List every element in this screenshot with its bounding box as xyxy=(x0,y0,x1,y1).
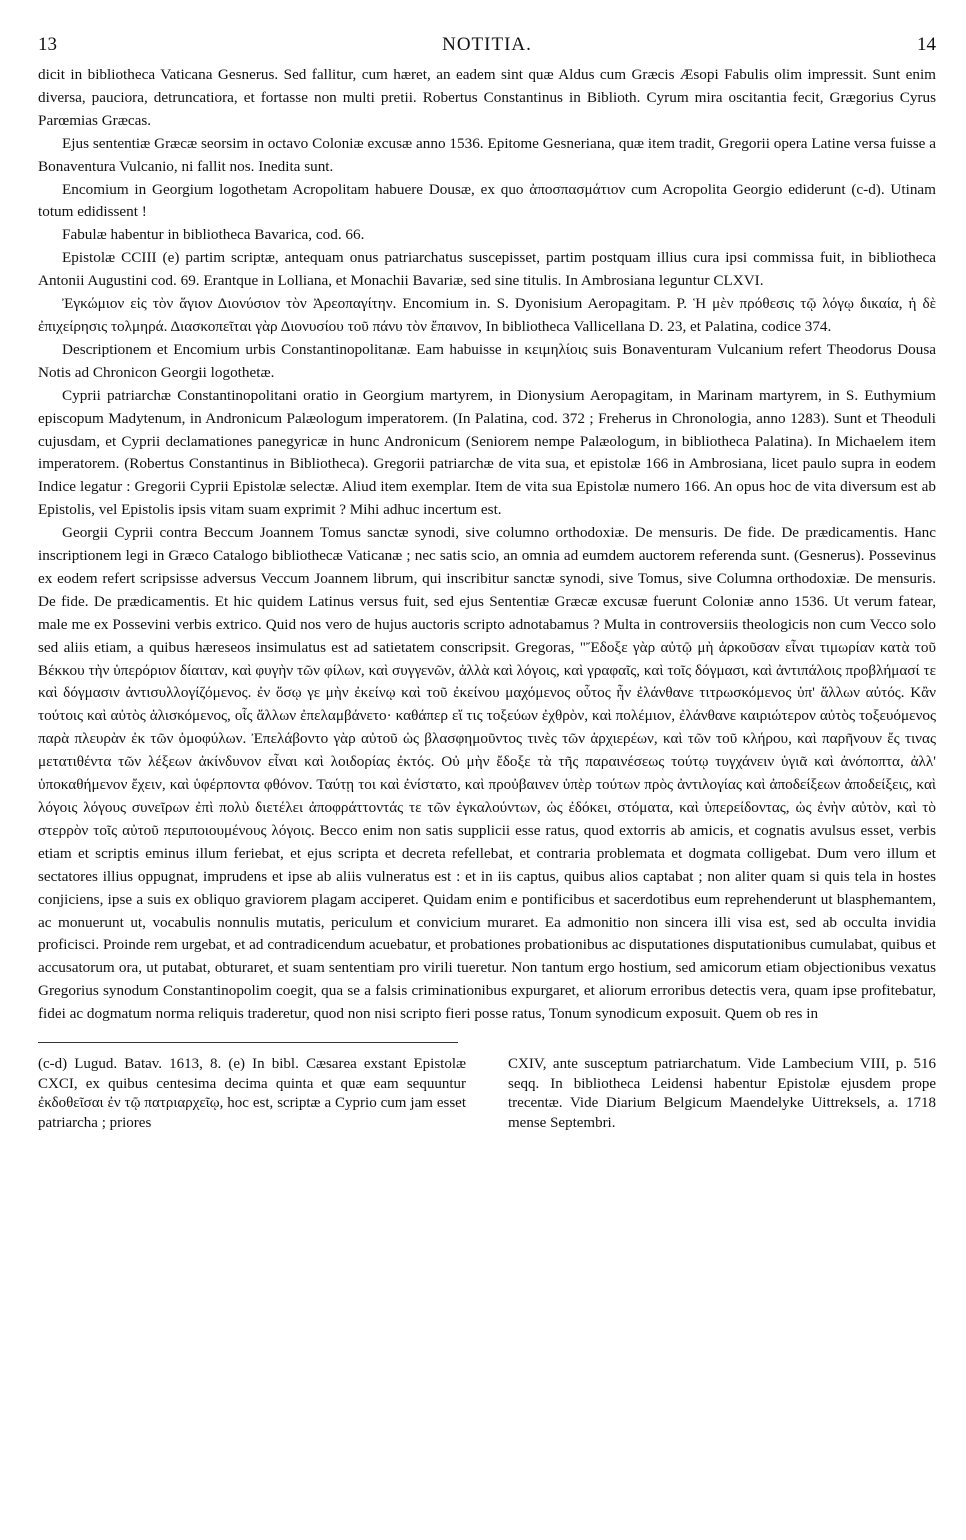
page-number-right: 14 xyxy=(917,34,936,55)
page-number-left: 13 xyxy=(38,34,57,55)
paragraph: Georgii Cyprii contra Beccum Joannem Tomus sanctæ synodi, sive columno orthodoxiæ. De mensuris. De fide. De prædicamentis. Hanc inscriptionem legi in Græco Catalogo bibliothecæ Vaticanæ ; nec satis scio, an omnia ad eumdem auctorem referenda sunt. (Gesnerus). Possevinus ex eodem refert scripsisse adversus Veccum Joannem librum, qui inscribitur sanctæ synodi, sive Tomus, sive Columna orthodoxiæ. De mensuris. De fide. De prædicamentis. Et hic quidem Latinus versus fuit, sed ejus Sententiæ Græcæ excusæ fuerunt Coloniæ anno 1536. Ut verum fatear, male me ex Possevini verbis extrico. Quid nos vero de hujus auctoris scripto adnotabamus ? Multa in controversiis theologicis non cum Vecco solo sed aliis etiam, a quibus hæreseos insimulatus est ad satietatem conscripsit. Gregoras, "Ἔδοξε γὰρ αὐτῷ μὴ ἀρκοῦσαν εἶναι τιμωρίαν κατὰ τοῦ Βέκκου τὴν ὑπερόριον δίαιταν, καὶ φυγὴν τῶν φίλων, καὶ συγγενῶν, ἀλλὰ καὶ λόγοις, καὶ γραφαῖς, καὶ τοῖς δόγμασι, καὶ ἀντιπάλοις προβλήμασί τε καὶ δόγμασιν ἀντισυλλογίζόμενος. ἐν ὅσῳ γε μὴν ἐκείνῳ καὶ τοῦ ἐκείνου μαχόμενος οὗτος ἦν ἐλάνθανε τιτρωσκόμενος ὑπ' ἄλλων αὐτός. Κἂν τούτοις καὶ αὐτὸς ἁλισκόμενος, οἷς ἄλλων ἐπελαμβάνετο· καθάπερ εἴ τις τοξεύων ἐχθρὸν, καὶ πολέμιον, ἐλάνθανε καιριώτερον αὐτὸς τοξευόμενος παρὰ πλευρὰν ἐκ τῶν ὁμοφύλων. Ἐπελάβοντο γὰρ αὐτοῦ ὡς βλασφημοῦντος τινὲς τῶν ἀρχιερέων, καὶ τῶν τοῦ κλήρου, καὶ παρῆνουν ἔς τινας μετατιθέντα τῶν λέξεων ἀκίνδυνον εἶναι καὶ λοιδορίας ἐκτός. Οὐ μὴν ἔδοξε τὰ τῆς παραινέσεως τούτῳ τυγχάνειν ὑγιᾶ καὶ ἀνόποπτα, ἀλλ' ὑποκαθήμενον ἔχειν, καὶ ὑφέρποντα φθόνον. Ταύτῃ τοι καὶ ἐνίστατο, καὶ προὐβαινεν ὑπὲρ τούτων πρὸς ἀντιλογίας καὶ ἀποδείξεων ἀποδείξεις, καὶ λόγοις λόγους συνεῖρων ἐπὶ πολὺ διετέλει ἀποφράττοντάς τε τῶν ἐγκαλούντων, ὡς ἐδόκει, στόματα, καὶ ὑπερείδοντας, ὡς ἐνὴν αὐτὸν, καὶ τὸ στερρὸν τοῖς αὐτοῦ περιποιουμένους λόγοις. Becco enim non satis supplicii esse ratus, quod extorris ab amicis, et cognatis avulsus esset, verbis etiam et scriptis eminus illum feriebat, et ejus scripta et decreta refellebat, et contraria problemata et dogmata colligebat. Dum vero illum et sectatores illius oppugnat, imprudens et ipse ab aliis vulneratus est : et in iis captus, quibus alios captabat ; non aliter quam si quis tela in hostes conjiciens, ipse a suis ex obliquo graviorem plagam acciperet. Quidam enim e pontificibus et sacerdotibus eum reprehenderunt ut blasphemantem, ac monuerunt ut, vocabulis nonnulis mutatis, periculum et convicium muraret. Ea admonitio non sincera illi visa est, sed ab occulta invidia proficisci. Proinde rem urgebat, et ad contradicendum acuebatur, et probationes probationibus ac disputationes disputationibus cumulabat, quibus et accusatorum ora, ut putabat, obturaret, et suam sententiam pro virili tueretur. Non tantum ergo hostium, sed amicorum etiam objectionibus vexatus Gregorius synodum Constantinopolim coegit, qua se a falsis criminationibus expurgaret, et aliorum erroribus detectis vera, quam ipse profitebatur, fidei ac dogmatum norma reliquis traderetur, quod non nisi scripto fieri posse ratus, Tonum synodicum exposuit. Quem ob res in xyxy=(38,524,936,1023)
paragraph: Fabulæ habentur in bibliotheca Bavarica, cod. 66. xyxy=(62,226,365,244)
footnote-column-right: CXIV, ante susceptum patriarchatum. Vide Lambecium VIII, p. 516 seqq. In bibliotheca Leidensi habentur Epistolæ ejusdem prope trecentæ. Vide Diarium Belgicum Maendelyke Uittreksels, a. 1718 mense Septembri. xyxy=(508,1056,936,1131)
footnote-column-left: (c-d) Lugud. Batav. 1613, 8. (e) In bibl. Cæsarea exstant Epistolæ CXCI, ex quibus centesima decima quinta et quæ eam sequuntur ἐκδοθεῖσαι ἐν τῷ πατριαρχεῖῳ, hoc est, scriptæ a Cyprio cum jam esset patriarcha ; priores xyxy=(38,1056,466,1131)
paragraph: Encomium in Georgium logothetam Acropolitam habuere Dousæ, ex quo ἀποσπασμάτιον cum Acropolita Georgio ediderunt (c-d). Utinam totum edidissent ! xyxy=(38,180,936,221)
paragraph: Ejus sententiæ Græcæ seorsim in octavo Coloniæ excusæ anno 1536. Epitome Gesneriana, quæ item tradit, Gregorii opera Latine versa fuisse a Bonaventura Vulcanio, ni fallit nos. Inedita sunt. xyxy=(38,134,936,175)
main-text xyxy=(38,64,936,1026)
paragraph: Epistolæ CCIII (e) partim scriptæ, antequam onus patriarchatus suscepisset, partim postquam illius cura ipsi commissa fuit, in bibliotheca Antonii Augustini cod. 69. Erantque in Lolliana, et Monachii Bavariæ, sed sine titulis. In Ambrosiana leguntur CLXVI. xyxy=(38,249,936,290)
paragraph: Ἐγκώμιον εἰς τὸν ἅγιον Διονύσιον τὸν Ἀρεοπαγίτην. Encomium in. S. Dyonisium Aeropagitam. P. Ἡ μὲν πρόθεσις τῷ λόγῳ δικαία, ἡ δὲ ἐπιχείρησις τολμηρά. Διασκοπεῖται γὰρ Διονυσίου τοῦ πάνυ τὸν ἔπαινον, In bibliotheca Vallicellana D. 23, et Palatina, codice 374. xyxy=(38,295,936,335)
running-header xyxy=(38,34,936,56)
footnotes xyxy=(38,1055,936,1133)
paragraph: dicit in bibliotheca Vaticana Gesnerus. Sed fallitur, cum hæret, an eadem sint quæ Aldus cum Græcis Æsopi Fabulis olim impressit. Sunt enim diversa, pauciora, detruncatiora, et fortasse non multi pretii. Robertus Constantinus in Biblioth. Cyrum mira oscitantia fecit, Grægorius Cyrus Parœmias Græcas. xyxy=(38,66,936,129)
paragraph: Cyprii patriarchæ Constantinopolitani oratio in Georgium martyrem, in Dionysium Aeropagitam, in Marinam martyrem, in S. Euthymium episcopum Madytenum, in Andronicum Palæologum imperatorem. (In Palatina, cod. 372 ; Freherus in Chronologia, anno 1283). Sunt et Theoduli cujusdam, et Cyprii declamationes panegyricæ in hunc Andronicum (Seniorem nempe Palæologum, in bibliotheca Palatina). In Michaelem item imperatorem. (Robertus Constantinus in Bibliotheca). Gregorii patriarchæ de vita sua, et epistolæ 166 in Ambrosiana, licet paulo supra in eodem Indice legatur : Gregorii Cyprii Epistolæ selectæ. Aliud item exemplar. Item de vita sua Epistolæ numero 166. An opus hoc de vita diversum est ab Epistolis, vel Epistolis ipsis vitam suam exprimit ? Mihi adhuc incertum est. xyxy=(38,386,936,519)
footnote-divider xyxy=(38,1042,458,1043)
running-title: NOTITIA. xyxy=(442,34,532,55)
paragraph: Descriptionem et Encomium urbis Constantinopolitanæ. Eam habuisse in κειμηλίοις suis Bonaventuram Vulcanium refert Theodorus Dousa Notis ad Chronicon Georgii logothetæ. xyxy=(38,340,936,381)
